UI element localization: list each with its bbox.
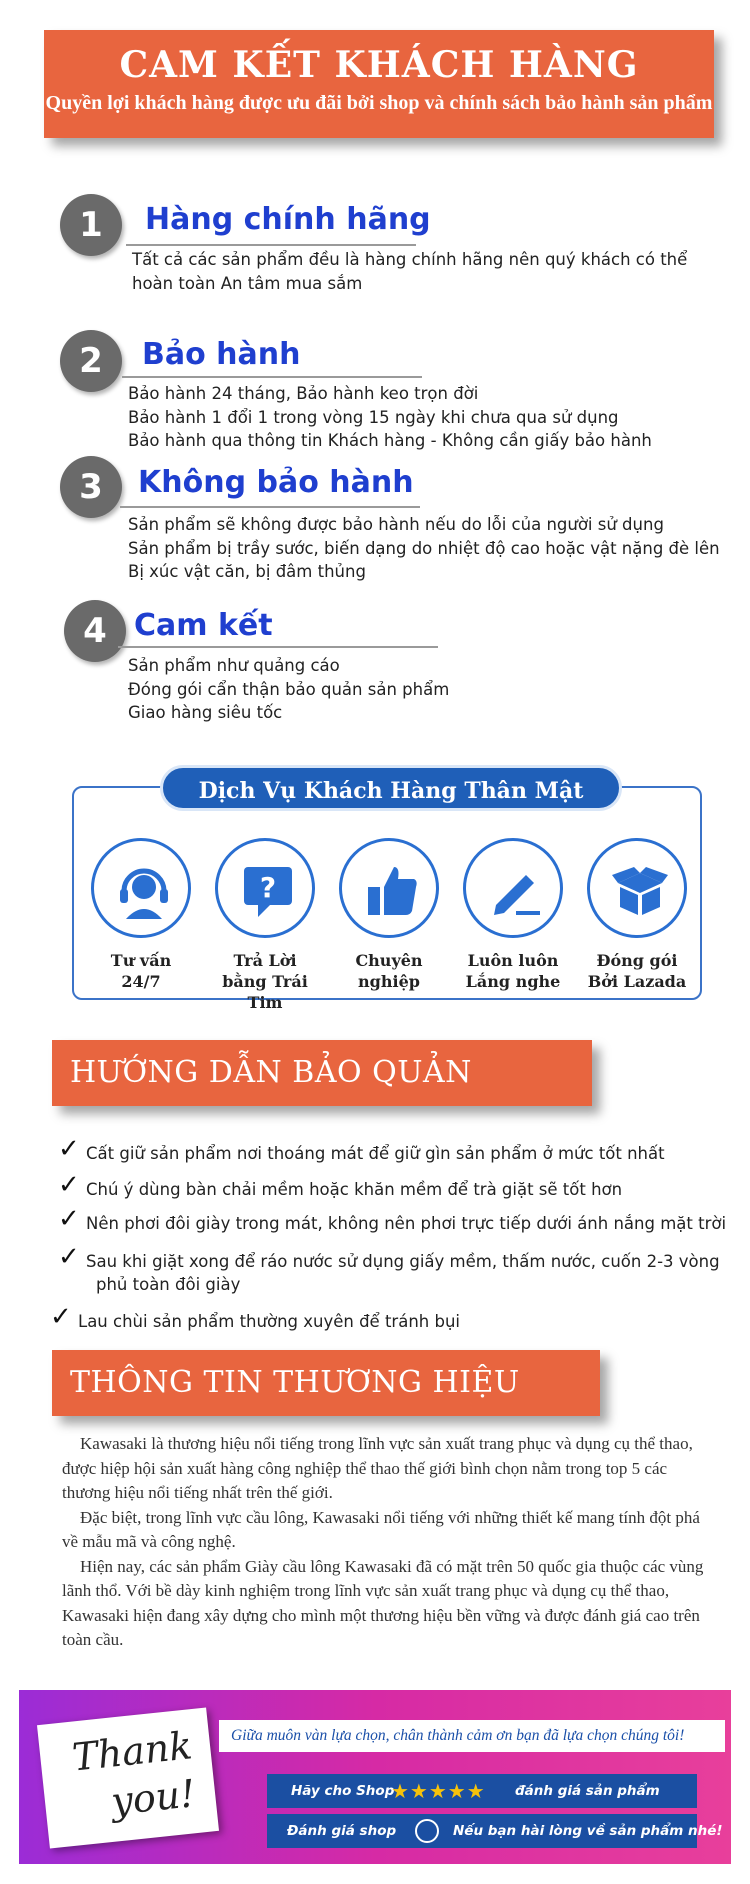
service-professional — [334, 838, 444, 992]
rating-label-left: Hãy cho Shop — [291, 1783, 395, 1799]
number-badge: 1 — [60, 194, 122, 256]
review-bar — [267, 1814, 723, 1848]
commitment-line: Bảo hành 1 đổi 1 trong vòng 15 ngày khi chưa qua sử dụng — [128, 407, 619, 427]
brand-paragraph: Hiện nay, các sản phẩm Giày cầu lông Kawasaki đã có mặt trên 50 quốc gia thuộc các vùng lãnh thổ. Với bề dày kinh nghiệm trong lĩnh vực sản xuất trang phục và dụng cụ thể thao, Kawasaki hiện đang xây dựng cho mình một thương hiệu bền vững và được đánh giá cao trên toàn cầu. — [62, 1556, 704, 1649]
title-underline — [120, 506, 420, 508]
commitment-line: Sản phẩm sẽ không được bảo hành nếu do lỗi của người sử dụng — [128, 515, 664, 534]
number-badge: 4 — [64, 600, 126, 662]
title-underline — [122, 376, 422, 378]
service-label-line2: Bởi Lazada — [587, 972, 687, 991]
checkmark-icon: ✓ — [58, 1170, 80, 1200]
title-underline — [126, 244, 416, 246]
review-label-left: Đánh giá shop — [287, 1823, 397, 1839]
checkmark-icon: ✓ — [50, 1302, 72, 1332]
service-label-line2: bằng Trái Tim — [222, 972, 308, 1012]
services-title: Dịch Vụ Khách Hàng Thân Mật — [160, 765, 622, 811]
review-label-right: Nếu bạn hài lòng về sản phẩm nhé! — [453, 1823, 723, 1839]
service-answer — [210, 838, 320, 1013]
care-item: ✓ Lau chùi sản phẩm thường xuyên để tránh bụi — [50, 1302, 460, 1332]
smile-icon — [415, 1814, 439, 1851]
title-underline — [118, 646, 438, 648]
brand-title: THÔNG TIN THƯƠNG HIỆU — [70, 1365, 520, 1400]
thumbs-up-icon — [339, 838, 439, 938]
rating-bar — [267, 1774, 697, 1808]
checkmark-icon: ✓ — [58, 1134, 80, 1164]
header-title: CAM KẾT KHÁCH HÀNG — [119, 44, 639, 86]
rating-label-right: đánh giá sản phẩm — [515, 1783, 660, 1799]
commitment-line: Bảo hành qua thông tin Khách hàng - Không cần giấy bảo hành — [128, 431, 652, 450]
thank-word: Thank — [70, 1723, 195, 1780]
commitment-line: Sản phẩm như quảng cáo — [128, 656, 340, 675]
commitment-line: Giao hàng siêu tốc — [128, 703, 283, 722]
you-word: you! — [109, 1771, 198, 1824]
service-label-line1: Tư vấn — [110, 951, 172, 970]
service-label-line2: nghiệp — [358, 972, 420, 991]
header-banner — [44, 30, 714, 138]
service-listen — [458, 838, 568, 992]
service-packaging — [582, 838, 692, 992]
commitment-line: Bảo hành 24 tháng, Bảo hành keo trọn đời — [128, 384, 479, 403]
care-item: ✓ Sau khi giặt xong để ráo nước sử dụng giấy mềm, thấm nước, cuốn 2-3 vòng phủ toàn đôi giày — [58, 1242, 720, 1294]
headset-icon — [91, 838, 191, 938]
care-item: ✓ Cất giữ sản phẩm nơi thoáng mát để giữ gìn sản phẩm ở mức tốt nhất — [58, 1134, 665, 1164]
commitment-line: Bị xúc vật căn, bị đâm thủng — [128, 562, 366, 581]
checkmark-icon: ✓ — [58, 1204, 80, 1234]
thank-you-banner — [19, 1690, 731, 1864]
service-label-line1: Đóng gói — [596, 951, 678, 970]
service-label-line2: 24/7 — [121, 972, 161, 991]
box-icon — [587, 838, 687, 938]
service-label-line2: Lắng nghe — [465, 972, 561, 991]
service-label-line1: Chuyên — [355, 951, 423, 970]
service-consult — [86, 838, 196, 992]
care-banner — [52, 1040, 592, 1106]
checkmark-icon: ✓ — [58, 1242, 80, 1272]
care-item: ✓ Chú ý dùng bàn chải mềm hoặc khăn mềm để trà giặt sẽ tốt hơn — [58, 1170, 623, 1200]
header-subtitle: Quyền lợi khách hàng được ưu đãi bởi shop và chính sách bảo hành sản phẩm — [45, 92, 713, 114]
commitment-line: Tất cả các sản phẩm đều là hàng chính hãng nên quý khách có thể — [132, 250, 688, 269]
commitment-title: Cam kết — [134, 608, 273, 643]
pencil-icon — [463, 838, 563, 938]
commitment-title: Bảo hành — [142, 337, 301, 372]
commitment-line: Đóng gói cẩn thận bảo quản sản phẩm — [128, 679, 450, 699]
brand-banner — [52, 1350, 600, 1416]
svg-text:?: ? — [259, 871, 277, 904]
number-badge: 3 — [60, 456, 122, 518]
care-title: HƯỚNG DẪN BẢO QUẢN — [70, 1055, 472, 1090]
number-badge: 2 — [60, 330, 122, 392]
thank-you-card — [37, 1707, 219, 1848]
care-item: ✓ Nên phơi đôi giày trong mát, không nên phơi trực tiếp dưới ánh nắng mặt trời — [58, 1204, 727, 1234]
thank-you-message: Giữa muôn vàn lựa chọn, chân thành cảm ơn bạn đã lựa chọn chúng tôi! — [219, 1720, 725, 1752]
commitment-title: Hàng chính hãng — [145, 202, 431, 237]
brand-paragraph: Đặc biệt, trong lĩnh vực cầu lông, Kawasaki nổi tiếng với những thiết kế mang tính đột phá về mẫu mã và công nghệ. — [62, 1507, 700, 1551]
commitment-title: Không bảo hành — [138, 465, 414, 500]
brand-paragraph: Kawasaki là thương hiệu nổi tiếng trong lĩnh vực sản xuất trang phục và dụng cụ thể thao, được hiệp hội sản xuất hàng công nghiệp thể thao thế giới bình chọn nằm trong top 5 các thương hiệu nổi tiếng nhất trên thế giới. — [62, 1434, 693, 1502]
service-label-line1: Trả Lời — [233, 951, 297, 970]
service-label-line1: Luôn luôn — [467, 951, 559, 970]
stars-icon: ★★★★★ — [391, 1779, 486, 1803]
brand-description — [62, 1432, 712, 1653]
commitment-line: hoàn toàn An tâm mua sắm — [132, 273, 363, 293]
question-bubble-icon — [215, 838, 315, 938]
commitment-line: Sản phẩm bị trầy sước, biến dạng do nhiệt độ cao hoặc vật nặng đè lên — [128, 538, 720, 558]
